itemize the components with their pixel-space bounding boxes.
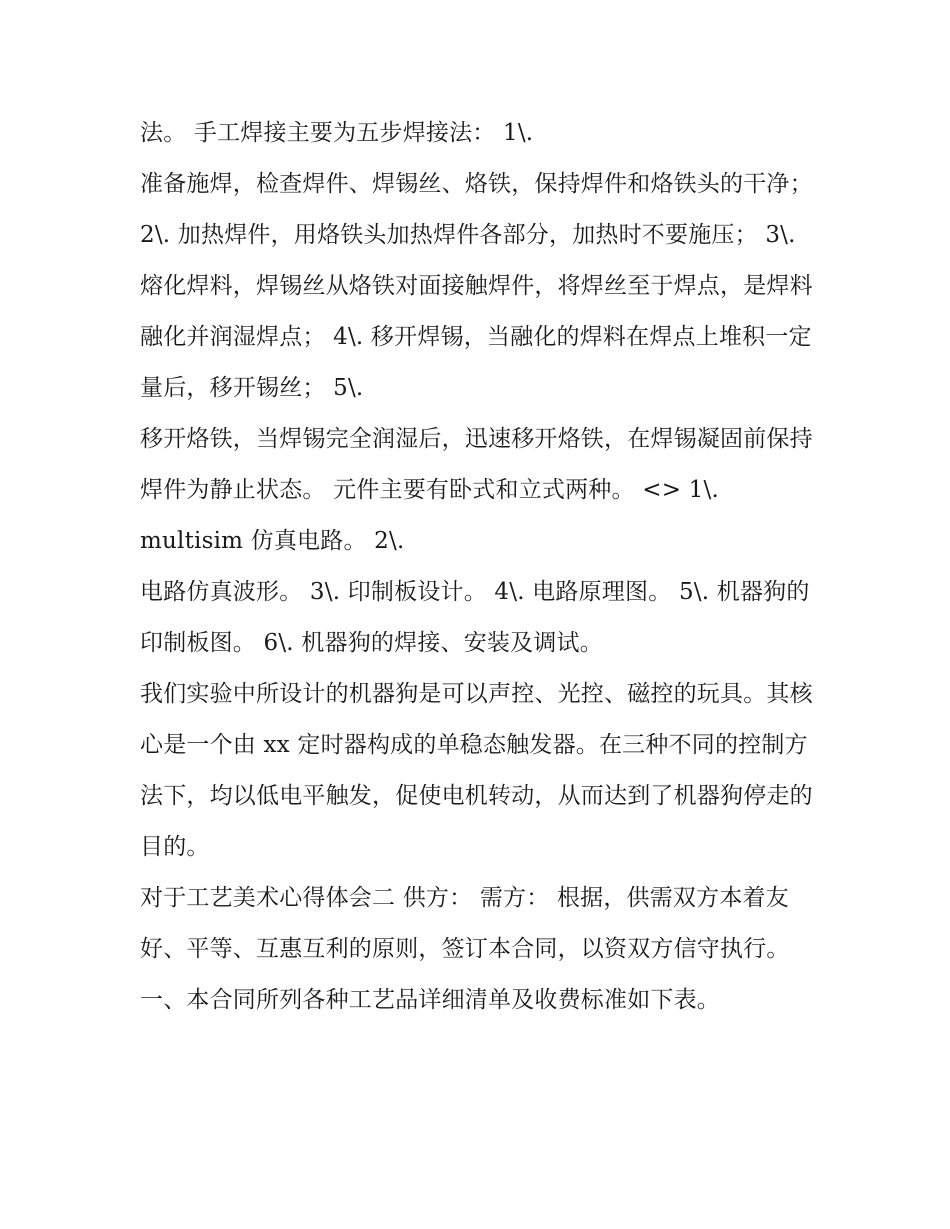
paragraph-1: 法。 手工焊接主要为五步焊接法： 1\. [140, 120, 534, 146]
paragraph-4: 移开烙铁，当焊锡完全润湿后，迅速移开烙铁，在焊锡凝固前保持焊件为静止状态。 元件主要有卧式和立式两种。 <> 1\. [140, 426, 813, 503]
paragraph-7: 我们实验中所设计的机器狗是可以声控、光控、磁控的玩具。其核心是一个由 xx 定时器构成的单稳态触发器。在三种不同的控制方法下，均以低电平触发，促使电机转动，从而达到了机器狗停走的目的。 [140, 681, 813, 860]
paragraph-2: 准备施焊，检查焊件、焊锡丝、烙铁，保持焊件和烙铁头的干净； 2\. 加热焊件，用烙铁头加热焊件各部分，加热时不要施压； 3\. [140, 171, 813, 248]
document-body [140, 108, 820, 1026]
paragraph-5: multisim 仿真电路。 2\. [140, 528, 405, 554]
paragraph-9: 一、本合同所列各种工艺品详细清单及收费标准如下表。 [140, 987, 720, 1013]
paragraph-3: 熔化焊料，焊锡丝从烙铁对面接触焊件，将焊丝至于焊点，是焊料融化并润湿焊点； 4\. 移开焊锡，当融化的焊料在焊点上堆积一定量后，移开锡丝； 5\. [140, 273, 813, 401]
paragraph-6: 电路仿真波形。 3\. 印制板设计。 4\. 电路原理图。 5\. 机器狗的印制板图。 6\. 机器狗的焊接、安装及调试。 [140, 579, 810, 656]
paragraph-8: 对于工艺美术心得体会二 供方： 需方： 根据，供需双方本着友好、平等、互惠互利的原则，签订本合同，以资双方信守执行。 [140, 885, 790, 962]
